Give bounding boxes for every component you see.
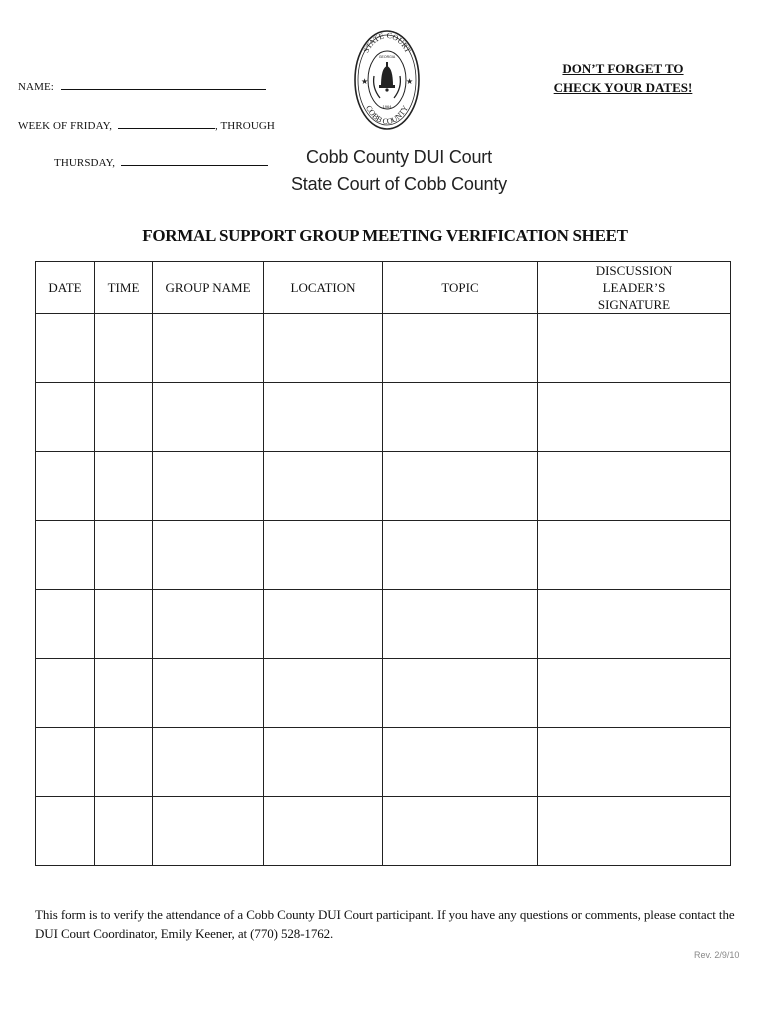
- thursday-label: THURSDAY,: [54, 157, 116, 169]
- cell-location[interactable]: [264, 728, 383, 797]
- court-name-line1: Cobb County DUI Court: [306, 147, 492, 167]
- cell-location[interactable]: [264, 797, 383, 866]
- week-start-input-line[interactable]: [118, 116, 215, 129]
- cell-date[interactable]: [36, 590, 95, 659]
- name-field: [18, 77, 266, 93]
- seal-star-left-icon: ★: [361, 77, 369, 86]
- table-body: [36, 314, 731, 866]
- name-label: NAME:: [18, 81, 54, 93]
- through-label: , THROUGH: [214, 120, 275, 132]
- cell-signature[interactable]: [538, 590, 731, 659]
- cell-location[interactable]: [264, 659, 383, 728]
- date-reminder: [548, 59, 698, 97]
- week-end-input-line[interactable]: [121, 153, 268, 166]
- cell-time[interactable]: [95, 659, 153, 728]
- reminder-line2: CHECK YOUR DATES!: [553, 80, 693, 95]
- cell-location[interactable]: [264, 521, 383, 590]
- cell-date[interactable]: [36, 659, 95, 728]
- cell-topic[interactable]: [383, 521, 538, 590]
- table-row: [36, 797, 731, 866]
- revision-date: Rev. 2/9/10: [694, 950, 740, 960]
- cell-time[interactable]: [95, 728, 153, 797]
- cell-location[interactable]: [264, 590, 383, 659]
- cell-group-name[interactable]: [153, 521, 264, 590]
- cell-signature[interactable]: [538, 659, 731, 728]
- cell-time[interactable]: [95, 797, 153, 866]
- cell-location[interactable]: [264, 452, 383, 521]
- thursday-field: [54, 153, 268, 169]
- cell-group-name[interactable]: [153, 797, 264, 866]
- meeting-log-table: [35, 261, 731, 866]
- cell-location[interactable]: [264, 314, 383, 383]
- cell-group-name[interactable]: [153, 383, 264, 452]
- cell-date[interactable]: [36, 452, 95, 521]
- cell-date[interactable]: [36, 521, 95, 590]
- cell-topic[interactable]: [383, 659, 538, 728]
- cell-group-name[interactable]: [153, 728, 264, 797]
- cell-signature[interactable]: [538, 314, 731, 383]
- week-label: WEEK OF FRIDAY,: [18, 120, 113, 132]
- seal-bottom-text: COBB COUNTY: [363, 103, 411, 127]
- cell-date[interactable]: [36, 383, 95, 452]
- cell-signature[interactable]: [538, 521, 731, 590]
- cell-group-name[interactable]: [153, 590, 264, 659]
- week-field: [18, 116, 275, 132]
- court-name-line2: State Court of Cobb County: [291, 174, 507, 194]
- column-header-group-name: GROUP NAME: [153, 262, 264, 314]
- table-row: [36, 590, 731, 659]
- cell-date[interactable]: [36, 728, 95, 797]
- cell-date[interactable]: [36, 797, 95, 866]
- cell-topic[interactable]: [383, 797, 538, 866]
- cell-time[interactable]: [95, 590, 153, 659]
- table-header-row: [36, 262, 731, 314]
- table-row: [36, 452, 731, 521]
- table-row: [36, 659, 731, 728]
- cell-topic[interactable]: [383, 590, 538, 659]
- cell-time[interactable]: [95, 314, 153, 383]
- cell-group-name[interactable]: [153, 314, 264, 383]
- cell-signature[interactable]: [538, 452, 731, 521]
- cell-topic[interactable]: [383, 452, 538, 521]
- reminder-line1: DON’T FORGET TO: [562, 61, 684, 76]
- column-header-date: DATE: [36, 262, 95, 314]
- column-header-location: LOCATION: [264, 262, 383, 314]
- cell-time[interactable]: [95, 383, 153, 452]
- cell-location[interactable]: [264, 383, 383, 452]
- cell-time[interactable]: [95, 521, 153, 590]
- cell-date[interactable]: [36, 314, 95, 383]
- table-row: [36, 521, 731, 590]
- form-title: FORMAL SUPPORT GROUP MEETING VERIFICATION SHEET: [142, 226, 628, 245]
- seal-top-text: STATE COURT: [361, 30, 413, 55]
- cell-topic[interactable]: [383, 314, 538, 383]
- cell-topic[interactable]: [383, 728, 538, 797]
- table-row: [36, 383, 731, 452]
- seal-year: 1964: [382, 104, 392, 109]
- cell-signature[interactable]: [538, 797, 731, 866]
- cell-signature[interactable]: [538, 383, 731, 452]
- cell-topic[interactable]: [383, 383, 538, 452]
- cobb-county-seal-icon: [353, 28, 421, 132]
- cell-signature[interactable]: [538, 728, 731, 797]
- name-input-line[interactable]: [61, 77, 266, 90]
- cell-time[interactable]: [95, 452, 153, 521]
- column-header-time: TIME: [95, 262, 153, 314]
- seal-star-right-icon: ★: [406, 77, 414, 86]
- column-header-signature: DISCUSSION LEADER’S SIGNATURE: [538, 262, 731, 314]
- cell-group-name[interactable]: [153, 452, 264, 521]
- column-header-topic: TOPIC: [383, 262, 538, 314]
- seal-inner-text: GEORGIA: [378, 55, 396, 59]
- table-row: [36, 314, 731, 383]
- table-row: [36, 728, 731, 797]
- footer-note: This form is to verify the attendance of a Cobb County DUI Court participant. If you have any questions or comments, please contact the DUI Court Coordinator, Emily Keener, at (770) 528-1762.: [35, 907, 735, 941]
- cell-group-name[interactable]: [153, 659, 264, 728]
